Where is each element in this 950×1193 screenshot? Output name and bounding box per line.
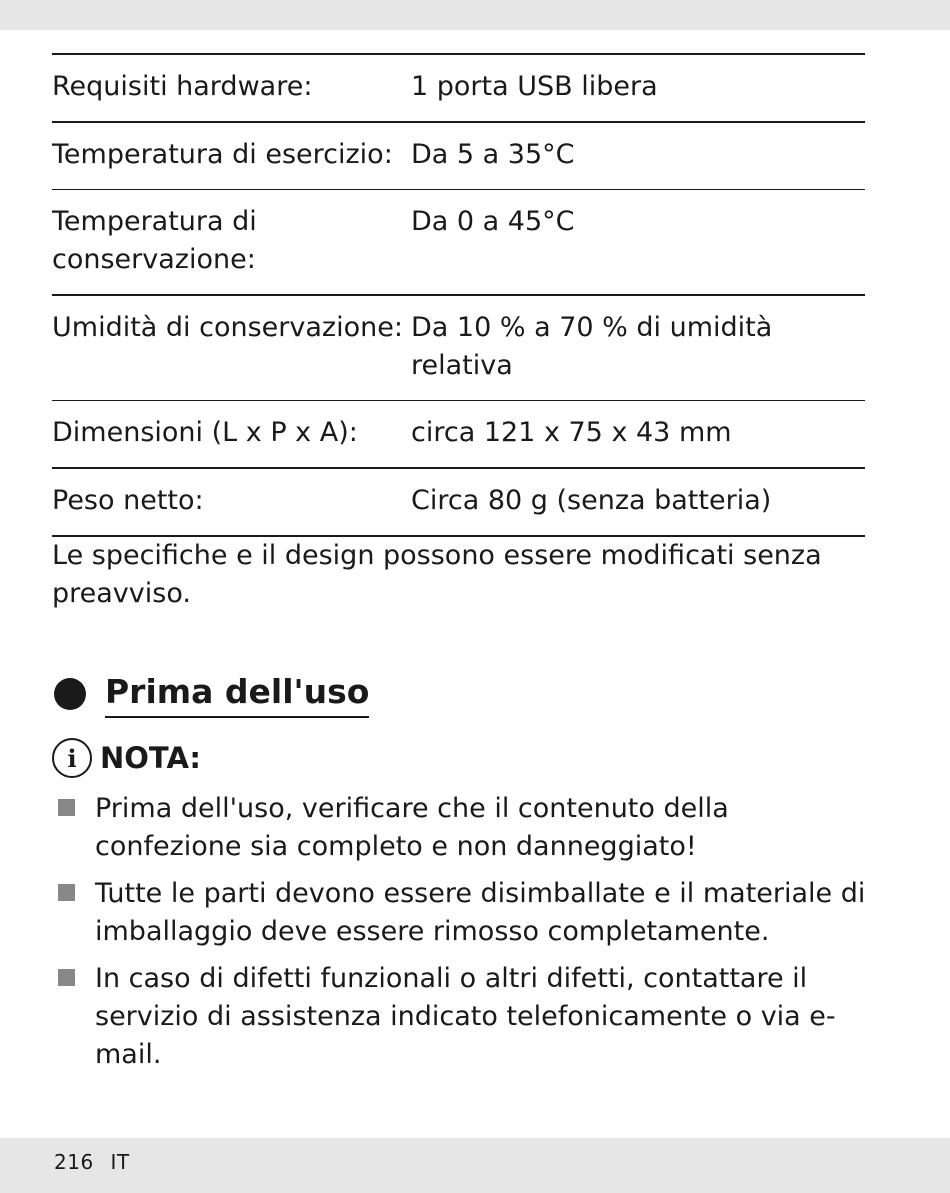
list-item [58, 790, 868, 866]
spec-row [52, 469, 865, 537]
spec-label: Requisiti hardware: [52, 71, 313, 102]
spec-row [52, 123, 865, 190]
note-label: NOTA: [100, 741, 202, 775]
list-item-text: In caso di difetti funzionali o altri difetti, contattare il servizio di assistenza indicato telefonicamente o via e-mail. [95, 963, 836, 1070]
list-item-text: Prima dell'uso, verificare che il contenuto della confezione sia completo e non danneggiato! [95, 793, 729, 862]
page-number: 216 [54, 1150, 94, 1174]
spec-label: Umidità di conservazione: [52, 312, 403, 343]
bottom-band [0, 1138, 950, 1193]
list-item [58, 875, 868, 951]
spec-label: Temperatura di esercizio: [52, 139, 393, 170]
note-list [58, 790, 868, 1083]
square-bullet-icon [58, 969, 75, 986]
spec-value: Da 0 a 45°C [411, 206, 575, 237]
spec-row [52, 190, 865, 296]
spec-value: Da 5 a 35°C [411, 139, 575, 170]
list-item-text: Tutte le parti devono essere disimballate e il materiale di imballaggio deve essere rimosso completamente. [95, 878, 866, 947]
section-bullet-icon [54, 678, 86, 710]
spec-value: Da 10 % a 70 % di umidità relativa [411, 312, 773, 381]
info-icon: i [52, 738, 92, 778]
section-title: Prima dell'uso [105, 670, 369, 718]
spec-label: Temperatura di conservazione: [52, 206, 257, 275]
spec-row [52, 401, 865, 469]
spec-table [52, 53, 865, 537]
spec-row [52, 55, 865, 123]
spec-label: Dimensioni (L x P x A): [52, 417, 358, 448]
square-bullet-icon [58, 884, 75, 901]
section-heading [54, 670, 369, 718]
spec-value: circa 121 x 75 x 43 mm [411, 417, 732, 448]
spec-label: Peso netto: [52, 485, 204, 516]
spec-value: 1 porta USB libera [411, 71, 658, 102]
note-heading [52, 738, 201, 778]
page-footer [54, 1150, 140, 1174]
spec-row [52, 296, 865, 401]
spec-value: Circa 80 g (senza batteria) [411, 485, 772, 516]
spec-disclaimer: Le specifiche e il design possono essere modificati senza preavviso. [52, 540, 822, 609]
language-code: IT [110, 1150, 130, 1174]
square-bullet-icon [58, 799, 75, 816]
top-band [0, 0, 950, 30]
list-item [58, 960, 868, 1074]
